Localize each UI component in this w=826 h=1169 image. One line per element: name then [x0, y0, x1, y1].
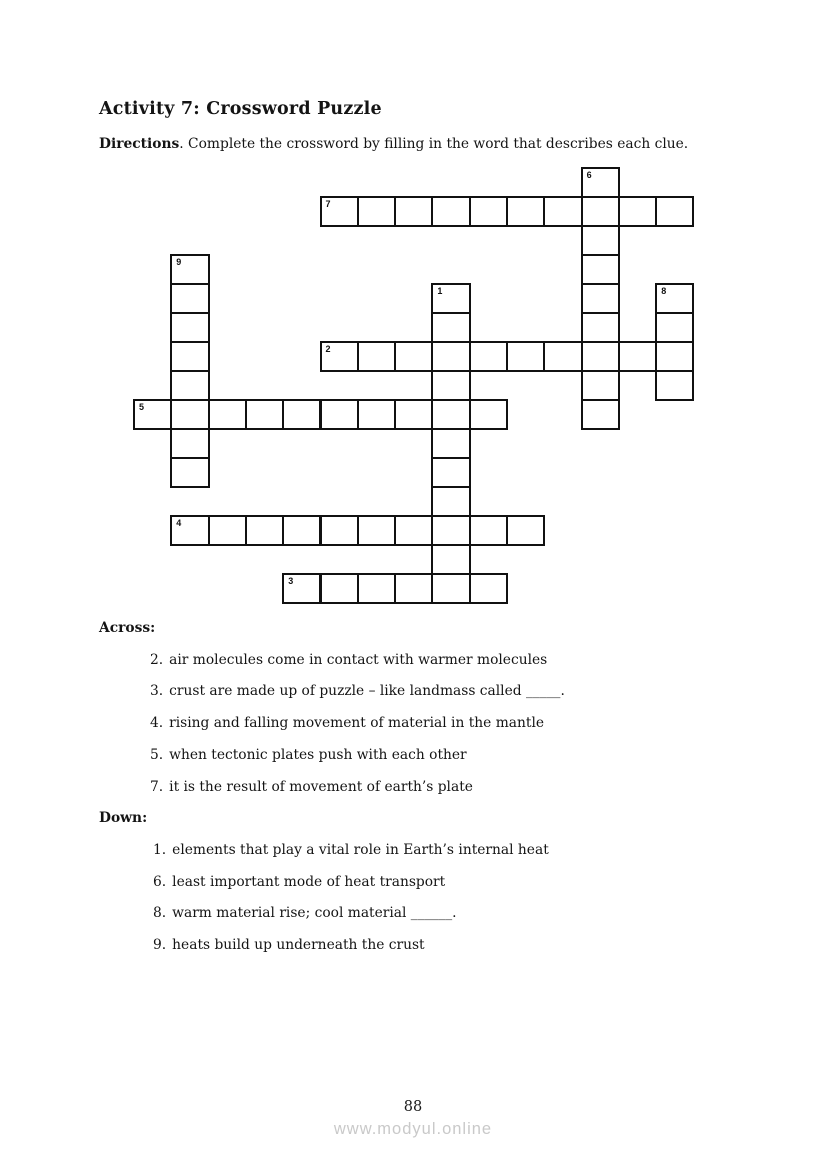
clue-number: 7. — [150, 778, 164, 795]
clue-text: crust are made up of puzzle – like landmass called _____. — [169, 683, 565, 700]
down-clue — [99, 898, 779, 930]
grid-cell — [208, 515, 247, 546]
grid-cell — [431, 399, 470, 430]
grid-cell — [357, 573, 396, 604]
grid-cell — [581, 399, 620, 430]
grid-cell — [394, 573, 433, 604]
grid-cell — [170, 283, 209, 314]
grid-cell — [618, 196, 657, 227]
grid-cell — [618, 341, 657, 372]
grid-cell — [282, 573, 321, 604]
down-clue — [99, 835, 779, 867]
grid-cell — [431, 341, 470, 372]
grid-cell — [394, 515, 433, 546]
clue-text: warm material rise; cool material ______. — [172, 905, 457, 922]
grid-cell-number: 1 — [437, 286, 443, 296]
grid-cell — [431, 283, 470, 314]
grid-cell — [170, 312, 209, 343]
down-clue — [99, 867, 779, 899]
grid-cell — [357, 399, 396, 430]
grid-cell — [543, 341, 582, 372]
clue-number: 5. — [150, 746, 164, 763]
across-clue — [99, 676, 779, 708]
across-clue — [99, 740, 779, 772]
across-clue — [99, 772, 779, 804]
grid-cell — [506, 196, 545, 227]
grid-cell — [133, 399, 172, 430]
grid-cell — [357, 196, 396, 227]
grid-cell — [394, 196, 433, 227]
grid-cell-number: 3 — [288, 576, 294, 586]
grid-cell — [394, 341, 433, 372]
clues-section — [99, 613, 779, 962]
grid-cell-number: 4 — [176, 518, 182, 528]
clue-number: 1. — [153, 841, 167, 858]
grid-cell — [170, 399, 209, 430]
grid-cell — [282, 399, 321, 430]
grid-cell — [469, 196, 508, 227]
clue-number: 8. — [153, 905, 167, 922]
grid-cell — [170, 254, 209, 285]
clue-text: air molecules come in contact with warmer molecules — [169, 651, 548, 668]
grid-cell — [581, 196, 620, 227]
grid-cell — [581, 254, 620, 285]
grid-cell — [655, 283, 694, 314]
across-clue — [99, 708, 779, 740]
grid-cell — [170, 515, 209, 546]
grid-cell — [581, 312, 620, 343]
grid-cell — [581, 167, 620, 198]
grid-cell — [581, 341, 620, 372]
grid-cell — [655, 370, 694, 401]
grid-cell — [245, 399, 284, 430]
grid-cell — [655, 312, 694, 343]
grid-cell — [320, 399, 359, 430]
grid-cell-number: 5 — [139, 402, 145, 412]
grid-cell — [431, 515, 470, 546]
grid-cell — [469, 573, 508, 604]
grid-cell — [170, 428, 209, 459]
grid-cell — [357, 341, 396, 372]
grid-cell-number: 6 — [586, 170, 592, 180]
clue-text: elements that play a vital role in Earth’s internal heat — [172, 841, 549, 858]
grid-cell — [469, 399, 508, 430]
grid-cell — [581, 370, 620, 401]
clue-number: 4. — [150, 715, 164, 732]
grid-cell — [506, 515, 545, 546]
page-title: Activity 7: Crossword Puzzle — [99, 99, 382, 119]
clue-text: when tectonic plates push with each other — [169, 746, 467, 763]
grid-cell — [543, 196, 582, 227]
clue-number: 2. — [150, 651, 164, 668]
grid-cell — [320, 515, 359, 546]
directions-label: Directions — [99, 136, 180, 152]
across-heading: Across: — [99, 620, 156, 636]
grid-cell — [655, 196, 694, 227]
directions-text: . Complete the crossword by filling in the word that describes each clue. — [179, 136, 689, 152]
grid-cell — [431, 370, 470, 401]
grid-cell-number: 2 — [325, 344, 331, 354]
grid-cell-number: 7 — [325, 199, 331, 209]
grid-cell — [170, 341, 209, 372]
grid-cell — [581, 225, 620, 256]
watermark: www.modyul.online — [333, 1120, 493, 1138]
grid-cell — [469, 515, 508, 546]
clue-number: 6. — [153, 873, 167, 890]
grid-cell — [320, 196, 359, 227]
across-clues — [99, 645, 779, 804]
grid-cell-number: 9 — [176, 257, 182, 267]
clue-number: 3. — [150, 683, 164, 700]
down-heading: Down: — [99, 810, 148, 827]
grid-cell — [469, 341, 508, 372]
clue-number: 9. — [153, 937, 167, 954]
across-clue — [99, 645, 779, 677]
grid-cell — [282, 515, 321, 546]
grid-cell — [431, 428, 470, 459]
grid-cell — [655, 341, 694, 372]
grid-cell — [245, 515, 284, 546]
grid-cell-number: 8 — [661, 286, 667, 296]
page-number: 88 — [403, 1099, 423, 1115]
grid-cell — [431, 544, 470, 575]
grid-cell — [320, 573, 359, 604]
grid-cell — [431, 312, 470, 343]
clue-text: heats build up underneath the crust — [172, 937, 425, 954]
grid-cell — [431, 457, 470, 488]
clue-text: rising and falling movement of material in the mantle — [169, 715, 545, 732]
clue-text: it is the result of movement of earth’s plate — [169, 778, 473, 795]
clue-text: least important mode of heat transport — [172, 873, 446, 890]
grid-cell — [581, 283, 620, 314]
grid-cell — [320, 341, 359, 372]
grid-cell — [208, 399, 247, 430]
down-clues — [99, 835, 779, 962]
down-clue — [99, 930, 779, 962]
grid-cell — [431, 573, 470, 604]
grid-cell — [431, 196, 470, 227]
grid-cell — [506, 341, 545, 372]
grid-cell — [394, 399, 433, 430]
grid-cell — [431, 486, 470, 517]
grid-cell — [357, 515, 396, 546]
grid-cell — [170, 370, 209, 401]
grid-cell — [170, 457, 209, 488]
